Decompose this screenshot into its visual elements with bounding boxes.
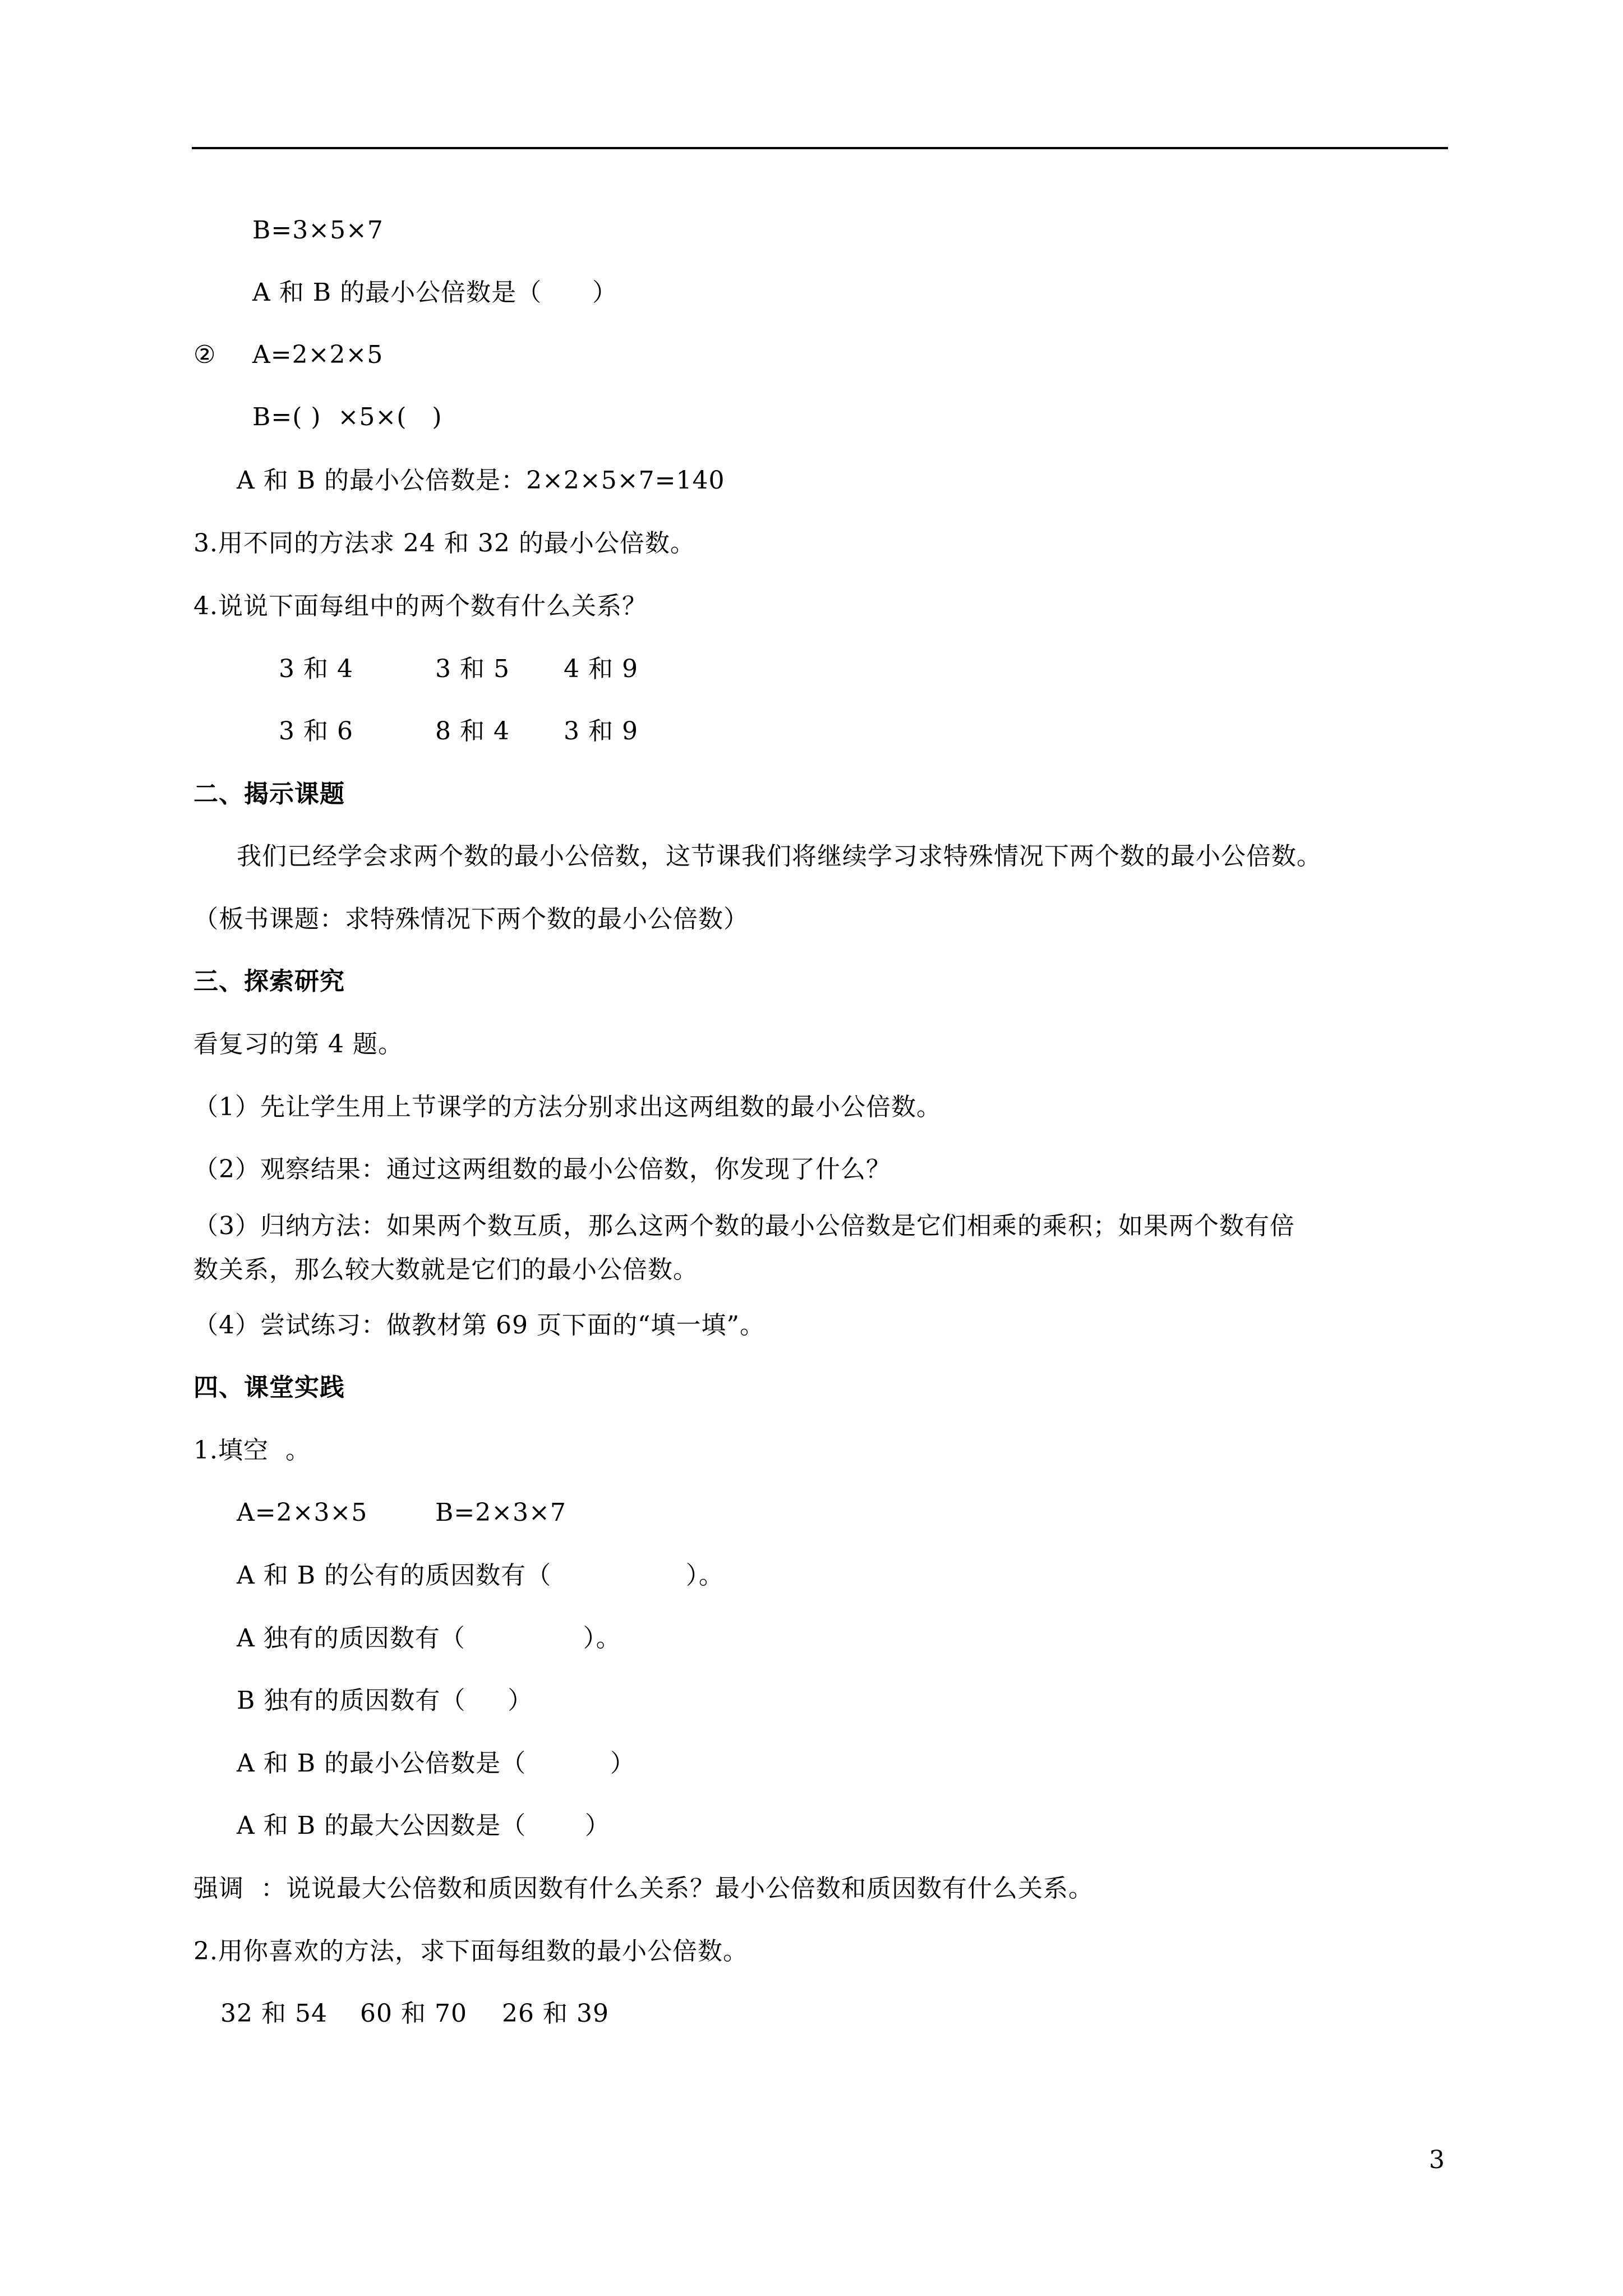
explore-step-3-cont: 数关系，那么较大数就是它们的最小公倍数。 (193, 1255, 698, 1284)
review-question-3: 3.用不同的方法求 24 和 32 的最小公倍数。 (193, 529, 695, 558)
pair-item: 8 和 4 (435, 717, 510, 746)
exercise-1-b-only-factors: B 独有的质因数有（ ） (237, 1686, 533, 1715)
review-lcm-question: A 和 B 的最小公倍数是（ ） (252, 278, 617, 307)
explore-step-4: （4）尝试练习：做教材第 69 页下面的“填一填”。 (193, 1311, 765, 1340)
emphasis-note: 强调 ：说说最大公倍数和质因数有什么关系？最小公倍数和质因数有什么关系。 (193, 1874, 1094, 1903)
exercise-2-title: 2.用你喜欢的方法，求下面每组数的最小公倍数。 (193, 1937, 748, 1966)
explore-step-2: （2）观察结果：通过这两组数的最小公倍数，你发现了什么？ (193, 1155, 891, 1184)
exercise-1-gcd: A 和 B 的最大公因数是（ ） (237, 1811, 610, 1840)
exercise-1-common-factors: A 和 B 的公有的质因数有（ ）。 (237, 1561, 724, 1590)
review-a-formula: A=2×2×5 (252, 341, 384, 369)
pair-item: 3 和 5 (435, 655, 510, 683)
review-question-4: 4.说说下面每组中的两个数有什么关系？ (193, 592, 647, 620)
exercise-1-a-only-factors: A 独有的质因数有（ ）。 (237, 1624, 621, 1653)
page-number: 3 (1429, 2146, 1445, 2174)
exercise-2-item: 60 和 70 (360, 1999, 467, 2028)
pair-item: 3 和 6 (279, 717, 353, 746)
explore-step-1: （1）先让学生用上节课学的方法分别求出这两组数的最小公倍数。 (193, 1093, 942, 1121)
exercise-1-a-formula: A=2×3×5 (237, 1498, 368, 1527)
pair-item: 3 和 9 (564, 717, 638, 746)
pair-item: 4 和 9 (564, 655, 638, 683)
review-b-formula: B=3×5×7 (252, 216, 384, 245)
circled-two-marker: ② (193, 341, 216, 369)
explore-step-3: （3）归纳方法：如果两个数互质，那么这两个数的最小公倍数是它们相乘的乘积；如果两个数有倍 (193, 1212, 1295, 1240)
review-lcm-answer: A 和 B 的最小公倍数是：2×2×5×7=140 (237, 466, 725, 495)
pair-item: 3 和 4 (279, 655, 353, 683)
header-rule (192, 147, 1448, 149)
section-intro-text: 我们已经学会求两个数的最小公倍数，这节课我们将继续学习求特殊情况下两个数的最小公倍数。 (237, 842, 1322, 871)
exercise-1-title: 1.填空 。 (193, 1436, 311, 1465)
section-heading-practice: 四、课堂实践 (193, 1373, 345, 1402)
section-heading-reveal-topic: 二、揭示课题 (193, 780, 345, 808)
exercise-1-lcm: A 和 B 的最小公倍数是（ ） (237, 1749, 635, 1778)
review-b-blank-formula: B=( ) ×5×( ) (252, 403, 442, 431)
exercise-2-item: 26 和 39 (502, 1999, 609, 2028)
exercise-2-item: 32 和 54 (220, 1999, 328, 2028)
section-heading-explore: 三、探索研究 (193, 967, 345, 996)
explore-intro: 看复习的第 4 题。 (193, 1030, 403, 1059)
board-topic-note: （板书课题：求特殊情况下两个数的最小公倍数） (193, 905, 749, 933)
exercise-1-b-formula: B=2×3×7 (435, 1498, 566, 1527)
